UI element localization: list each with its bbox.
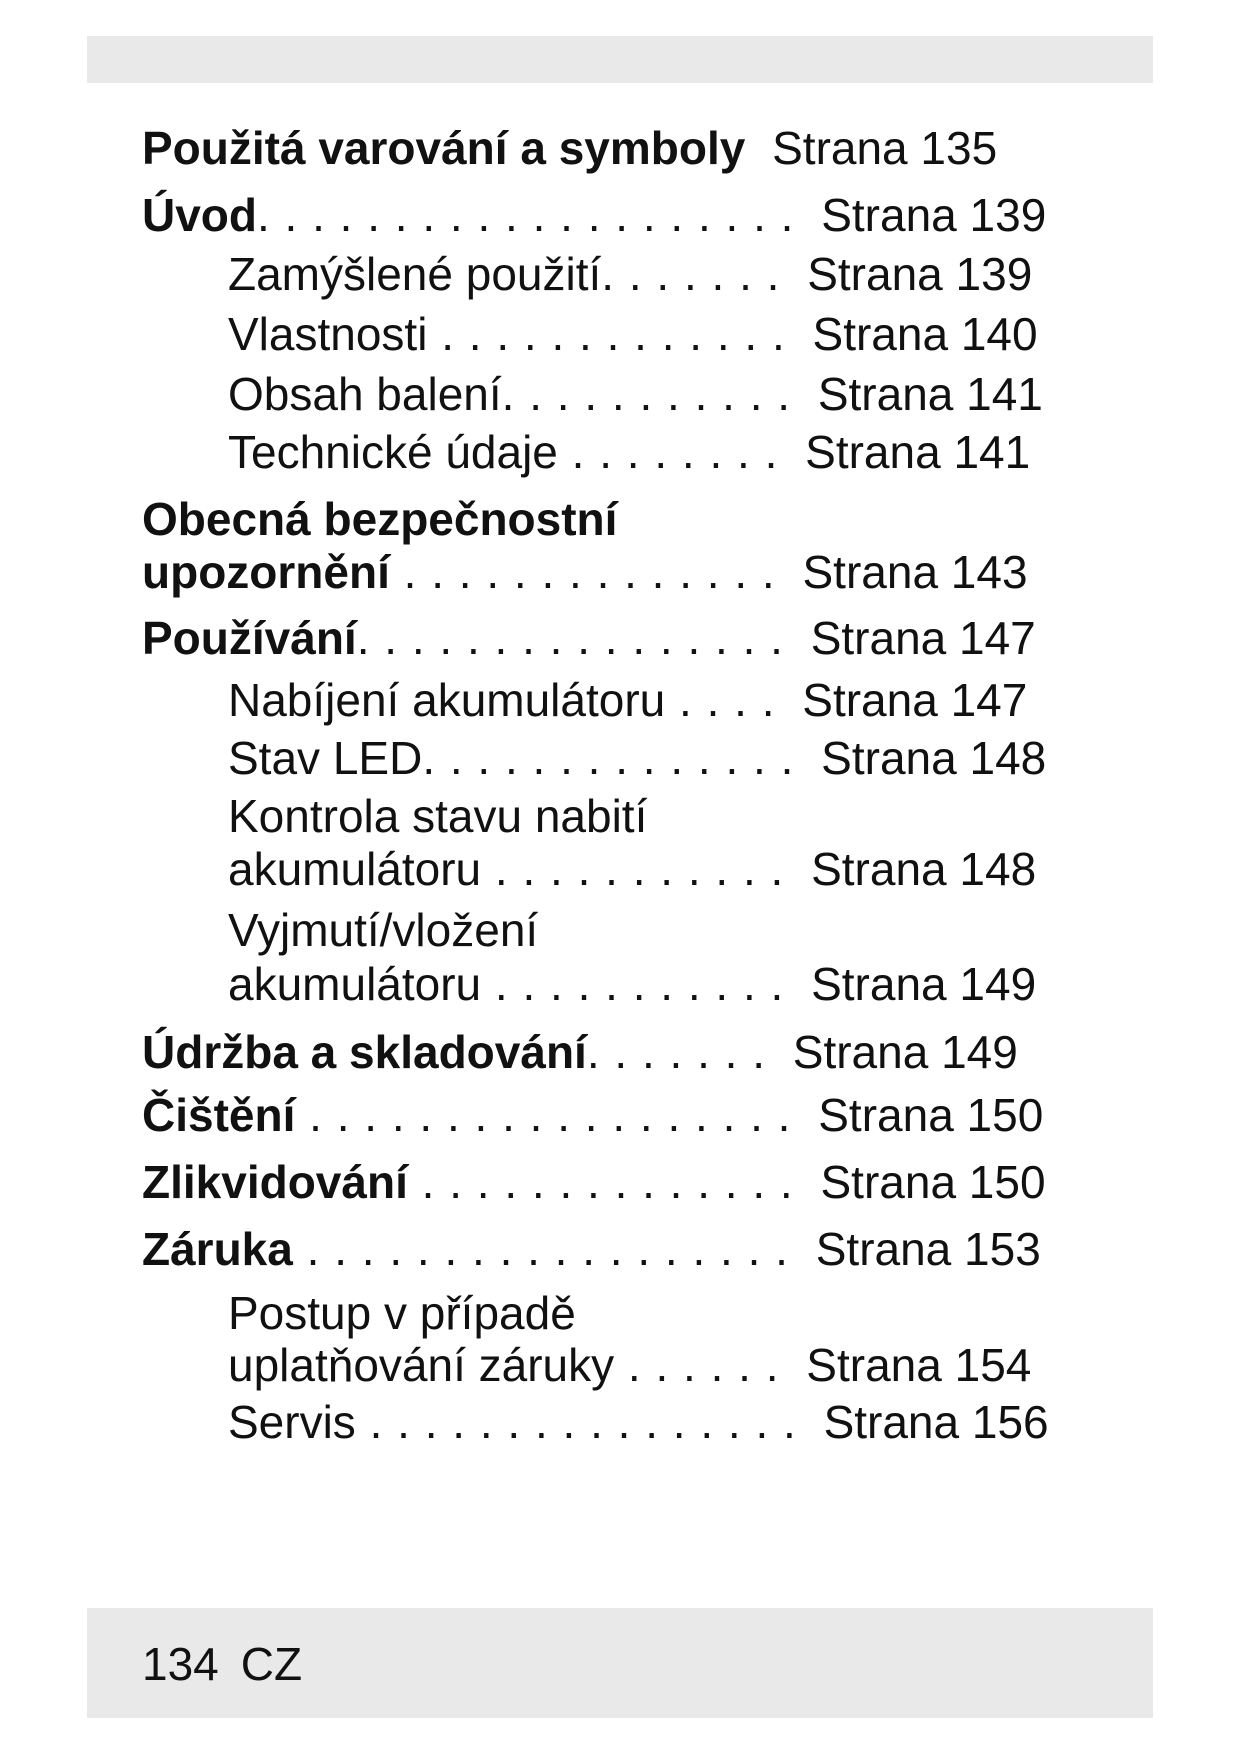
toc-entry-title-continued: akumulátoru — [228, 958, 482, 1010]
toc-entry-technical-data — [228, 424, 1030, 480]
toc-page-ref: Strana 143 — [802, 546, 1028, 598]
toc-page-ref: Strana 147 — [802, 674, 1028, 726]
toc-page-ref: Strana 148 — [811, 843, 1037, 895]
header-band — [87, 36, 1153, 83]
toc-leader-dots: . . . . . . . . . . . . . . . . — [356, 612, 784, 664]
toc-page-ref: Strana 150 — [818, 1089, 1044, 1141]
toc-leader-dots: . . . . . . . . . . . — [481, 958, 785, 1010]
toc-entry-title-continued: uplatňování záruky — [228, 1339, 615, 1391]
toc-page-ref: Strana 141 — [805, 426, 1031, 478]
toc-page-ref: Strana 150 — [820, 1156, 1046, 1208]
toc-entry-title: Obsah balení — [228, 368, 502, 420]
toc-entry-charging-battery — [228, 672, 1027, 728]
toc-entry-title: Použitá varování a symboly — [142, 122, 746, 174]
toc-leader-dots: . . . . . . . . . . . . . . — [407, 1156, 794, 1208]
toc-entry-introduction — [142, 187, 1046, 243]
toc-page-ref: Strana 139 — [807, 248, 1033, 300]
toc-leader-dots: . . . . . . . . . . . — [481, 843, 785, 895]
toc-entry-battery-removal-line1 — [228, 902, 538, 958]
toc-entry-title: Záruka — [142, 1223, 293, 1275]
toc-entry-title: Kontrola stavu nabití — [228, 790, 648, 842]
toc-leader-dots: . . . . . . . — [586, 1026, 766, 1078]
toc-leader-dots: . . . . . . . . . . . . . . . . . . . . — [257, 189, 795, 241]
toc-leader-dots: . . . . . . . . . . . . . . — [389, 546, 776, 598]
toc-entry-title: Zlikvidování — [142, 1156, 408, 1208]
toc-entry-charge-check-line1 — [228, 788, 647, 844]
document-page — [87, 36, 1153, 1718]
toc-entry-usage — [142, 610, 1036, 666]
toc-page-ref: Strana 149 — [811, 958, 1037, 1010]
toc-entry-maintenance-storage — [142, 1024, 1018, 1080]
toc-leader-dots: . . . . . . . . . . . . . . . . . . — [292, 1223, 789, 1275]
toc-entry-led-status — [228, 730, 1046, 786]
toc-leader-dots: . . . . . . . . . . . . . . . . . . — [295, 1089, 792, 1141]
toc-entry-title: Údržba a skladování — [142, 1026, 587, 1078]
toc-entry-title: Stav LED — [228, 732, 423, 784]
toc-leader-dots: . . . . . . . . — [557, 426, 779, 478]
toc-entry-battery-removal — [228, 956, 1036, 1012]
toc-entry-title-continued: upozornění — [142, 546, 390, 598]
toc-page-ref: Strana 135 — [772, 122, 998, 174]
toc-entry-warnings — [142, 120, 997, 176]
toc-leader-dots: . . . . . . . . . . . . . . . . — [355, 1396, 797, 1448]
toc-leader-dots: . . . . . . — [614, 1339, 780, 1391]
toc-entry-title: Servis — [228, 1396, 356, 1448]
toc-entry-warranty-claim — [228, 1337, 1031, 1393]
toc-entry-cleaning — [142, 1087, 1043, 1143]
page-footer — [142, 1634, 302, 1694]
toc-entry-title: Vyjmutí/vložení — [228, 904, 539, 956]
toc-leader-dots: . . . . . . . . . . . . . . — [422, 732, 795, 784]
toc-entry-title: Čištění — [142, 1089, 296, 1141]
toc-leader-dots: . . . . . . . . . . . . . — [427, 308, 786, 360]
toc-page-ref: Strana 154 — [806, 1339, 1032, 1391]
language-code: CZ — [240, 1638, 303, 1690]
toc-entry-title: Zamýšlené použití — [228, 248, 602, 300]
toc-entry-charge-check — [228, 841, 1036, 897]
toc-page-ref: Strana 147 — [810, 612, 1036, 664]
toc-entry-warranty-claim-line1 — [228, 1285, 576, 1341]
toc-leader-dots: . . . . . . . — [601, 248, 781, 300]
toc-page-ref: Strana 139 — [821, 189, 1047, 241]
toc-entry-service — [228, 1394, 1049, 1450]
toc-entry-features — [228, 306, 1038, 362]
toc-page-ref: Strana 148 — [821, 732, 1047, 784]
toc-leader-dots: . . . . . . . . . . . — [501, 368, 792, 420]
toc-entry-disposal — [142, 1154, 1046, 1210]
toc-entry-title: Používání — [142, 612, 357, 664]
toc-entry-title: Vlastnosti — [228, 308, 428, 360]
toc-page-ref: Strana 140 — [812, 308, 1038, 360]
toc-page-ref: Strana 153 — [815, 1223, 1041, 1275]
toc-entry-safety-title-line1 — [142, 491, 617, 547]
toc-entry-title-continued: akumulátoru — [228, 843, 482, 895]
toc-entry-title: Úvod — [142, 189, 257, 241]
toc-entry-package-contents — [228, 366, 1043, 422]
toc-entry-title: Obecná bezpečnostní — [142, 493, 618, 545]
toc-entry-safety-notices — [142, 544, 1028, 600]
toc-page-ref: Strana 149 — [792, 1026, 1018, 1078]
toc-entry-title: Nabíjení akumulátoru — [228, 674, 666, 726]
toc-entry-warranty — [142, 1221, 1041, 1277]
page-number: 134 — [142, 1638, 219, 1690]
toc-page-ref: Strana 156 — [823, 1396, 1049, 1448]
toc-entry-title: Postup v případě — [228, 1287, 576, 1339]
toc-leader-dots: . . . . — [665, 674, 776, 726]
toc-entry-intended-use — [228, 246, 1032, 302]
toc-page-ref: Strana 141 — [817, 368, 1043, 420]
toc-entry-title: Technické údaje — [228, 426, 558, 478]
